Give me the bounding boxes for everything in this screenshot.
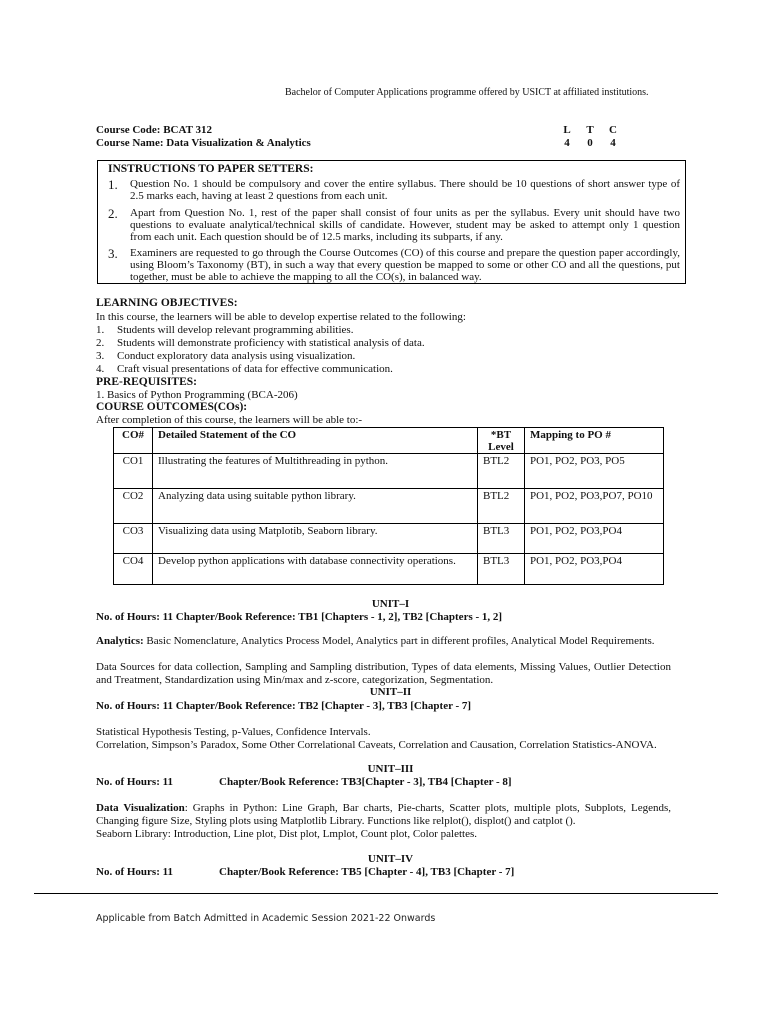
co-id: CO1 [114,454,153,489]
instruction-text: Question No. 1 should be compulsory and cover the entire syllabus. There should be 10 questions of short answer type of 2.5 marks each, having at least 2 questions from each unit. [130,178,680,202]
co-id: CO2 [114,489,153,524]
unit-hours: No. of Hours: 11 [96,776,173,788]
objective-text: Conduct exploratory data analysis using visualization. [117,350,356,362]
unit-hours: No. of Hours: 11 [96,866,173,878]
unit-reference: Chapter/Book Reference: TB1 [Chapters - 1, 2], TB2 [Chapters - 1, 2] [175,611,503,623]
bt-level: BTL3 [478,524,525,554]
learning-objectives-intro: In this course, the learners will be able to develop expertise related to the following: [96,311,466,323]
objective-item [96,324,353,337]
co-statement: Illustrating the features of Multithreading in python. [153,454,478,489]
ltc-header-c: C [609,124,617,136]
unit-reference: Chapter/Book Reference: TB2 [Chapter - 3], TB3 [Chapter - 7] [175,700,472,712]
unit-3-hours-line [96,776,512,788]
objective-item [96,350,355,363]
po-mapping: PO1, PO2, PO3, PO5 [525,454,664,489]
unit-4-title: UNIT–IV [367,853,414,865]
unit-3-paragraph-1 [96,802,671,828]
instructions-title: INSTRUCTIONS TO PAPER SETTERS: [108,163,314,175]
col-header-co: CO# [114,428,153,454]
instruction-number: 1. [108,177,118,192]
ltc-value-l: 4 [564,137,570,149]
table-row [114,554,664,585]
table-row [114,489,664,524]
col-header-statement: Detailed Statement of the CO [153,428,478,454]
objective-item [96,363,393,376]
unit-1-hours-line [96,611,502,623]
unit-1-paragraph-1 [96,635,671,648]
bt-level: BTL3 [478,554,525,585]
col-header-bt-level: *BT Level [478,428,525,454]
objective-text: Students will demonstrate proficiency with statistical analysis of data. [117,337,425,349]
unit-1-paragraph-2: Data Sources for data collection, Sampling and Sampling distribution, Types of data elements, Missing Values, Outlier Detection and Treatment, Standardization using Min/max and z-score, categorization, Segmentation. [96,661,671,686]
objective-number: 3. [96,350,105,362]
co-statement: Analyzing data using suitable python library. [153,489,478,524]
instruction-number: 2. [108,206,118,221]
instruction-text: Apart from Question No. 1, rest of the paper shall consist of four units as per the syllabus. Every unit should have two questions to evaluate analytical/technical skills of candidate. However, student may be asked to attempt only 1 question from each unit. Each question should be of 12.5 marks, including its subparts, if any. [130,207,680,243]
objective-text: Craft visual presentations of data for effective communication. [117,363,393,375]
ltc-value-t: 0 [587,137,593,149]
table-row [114,524,664,554]
col-header-po-mapping: Mapping to PO # [525,428,664,454]
unit-2-paragraph-2: Correlation, Simpson’s Paradox, Some Other Correlational Caveats, Correlation and Causation, Correlation Statistics-ANOVA. [96,739,657,751]
header-note: Bachelor of Computer Applications programme offered by USICT at affiliated institutions. [285,87,649,98]
unit-1-title: UNIT–I [371,598,410,610]
bt-level: BTL2 [478,489,525,524]
unit-3-paragraph-2: Seaborn Library: Introduction, Line plot, Dist plot, Lmplot, Count plot, Color palettes. [96,828,477,840]
table-row [114,454,664,489]
topic-text: : Graphs in Python: Line Graph, Bar charts, Pie-charts, Scatter plots, multiple plots, Subplots, Legends, Changing figure Size, Styling plots using Matplotlib Library. Functions like relplot(), displot() and catplot (). [96,802,672,827]
unit-4-hours-line [96,866,514,878]
po-mapping: PO1, PO2, PO3,PO4 [525,524,664,554]
unit-reference: Chapter/Book Reference: TB5 [Chapter - 4], TB3 [Chapter - 7] [219,866,515,878]
co-id: CO4 [114,554,153,585]
topic-text: Basic Nomenclature, Analytics Process Model, Analytics part in different profiles, Analytical Model Requirements. [146,635,655,647]
bt-level: BTL2 [478,454,525,489]
table-header-row [114,428,664,454]
co-statement: Develop python applications with database connectivity operations. [153,554,478,585]
instructions-box [97,160,686,284]
footer-divider [34,893,718,894]
ltc-value-c: 4 [610,137,616,149]
objective-number: 1. [96,324,105,336]
unit-3-title: UNIT–III [367,763,414,775]
unit-2-paragraph-1: Statistical Hypothesis Testing, p-Values, Confidence Intervals. [96,726,371,738]
course-code: Course Code: BCAT 312 [96,124,213,136]
prerequisites-title: PRE-REQUISITES: [96,376,197,388]
objective-text: Students will develop relevant programming abilities. [117,324,354,336]
unit-2-title: UNIT–II [369,686,412,698]
instruction-number: 3. [108,246,118,261]
topic-label: Analytics: [96,635,144,647]
instruction-text: Examiners are requested to go through the Course Outcomes (CO) of this course and prepare the question paper accordingly, using Bloom’s Taxonomy (BT), in such a way that every question be mapped to some or other CO and all the questions, put together, must be able to achieve the mapping to all the CO(s), in balanced way. [130,247,680,283]
co-id: CO3 [114,524,153,554]
po-mapping: PO1, PO2, PO3,PO4 [525,554,664,585]
course-name: Course Name: Data Visualization & Analytics [96,137,311,149]
unit-hours: No. of Hours: 11 [96,611,173,623]
objective-number: 2. [96,337,105,349]
learning-objectives-title: LEARNING OBJECTIVES: [96,297,238,309]
footer-note: Applicable from Batch Admitted in Academic Session 2021-22 Onwards [96,913,436,924]
unit-2-hours-line [96,700,471,712]
co-table [113,427,664,585]
ltc-header-t: T [586,124,594,136]
course-outcomes-intro: After completion of this course, the learners will be able to:- [96,414,363,426]
unit-hours: No. of Hours: 11 [96,700,173,712]
topic-label: Data Visualization [96,802,185,814]
po-mapping: PO1, PO2, PO3,PO7, PO10 [525,489,664,524]
objective-number: 4. [96,363,105,375]
ltc-header-l: L [563,124,571,136]
prerequisite-item: 1. Basics of Python Programming (BCA-206) [96,389,298,401]
unit-reference: Chapter/Book Reference: TB3[Chapter - 3], TB4 [Chapter - 8] [219,776,512,788]
co-statement: Visualizing data using Matplotib, Seaborn library. [153,524,478,554]
objective-item [96,337,425,350]
course-outcomes-title: COURSE OUTCOMES(COs): [96,401,248,413]
